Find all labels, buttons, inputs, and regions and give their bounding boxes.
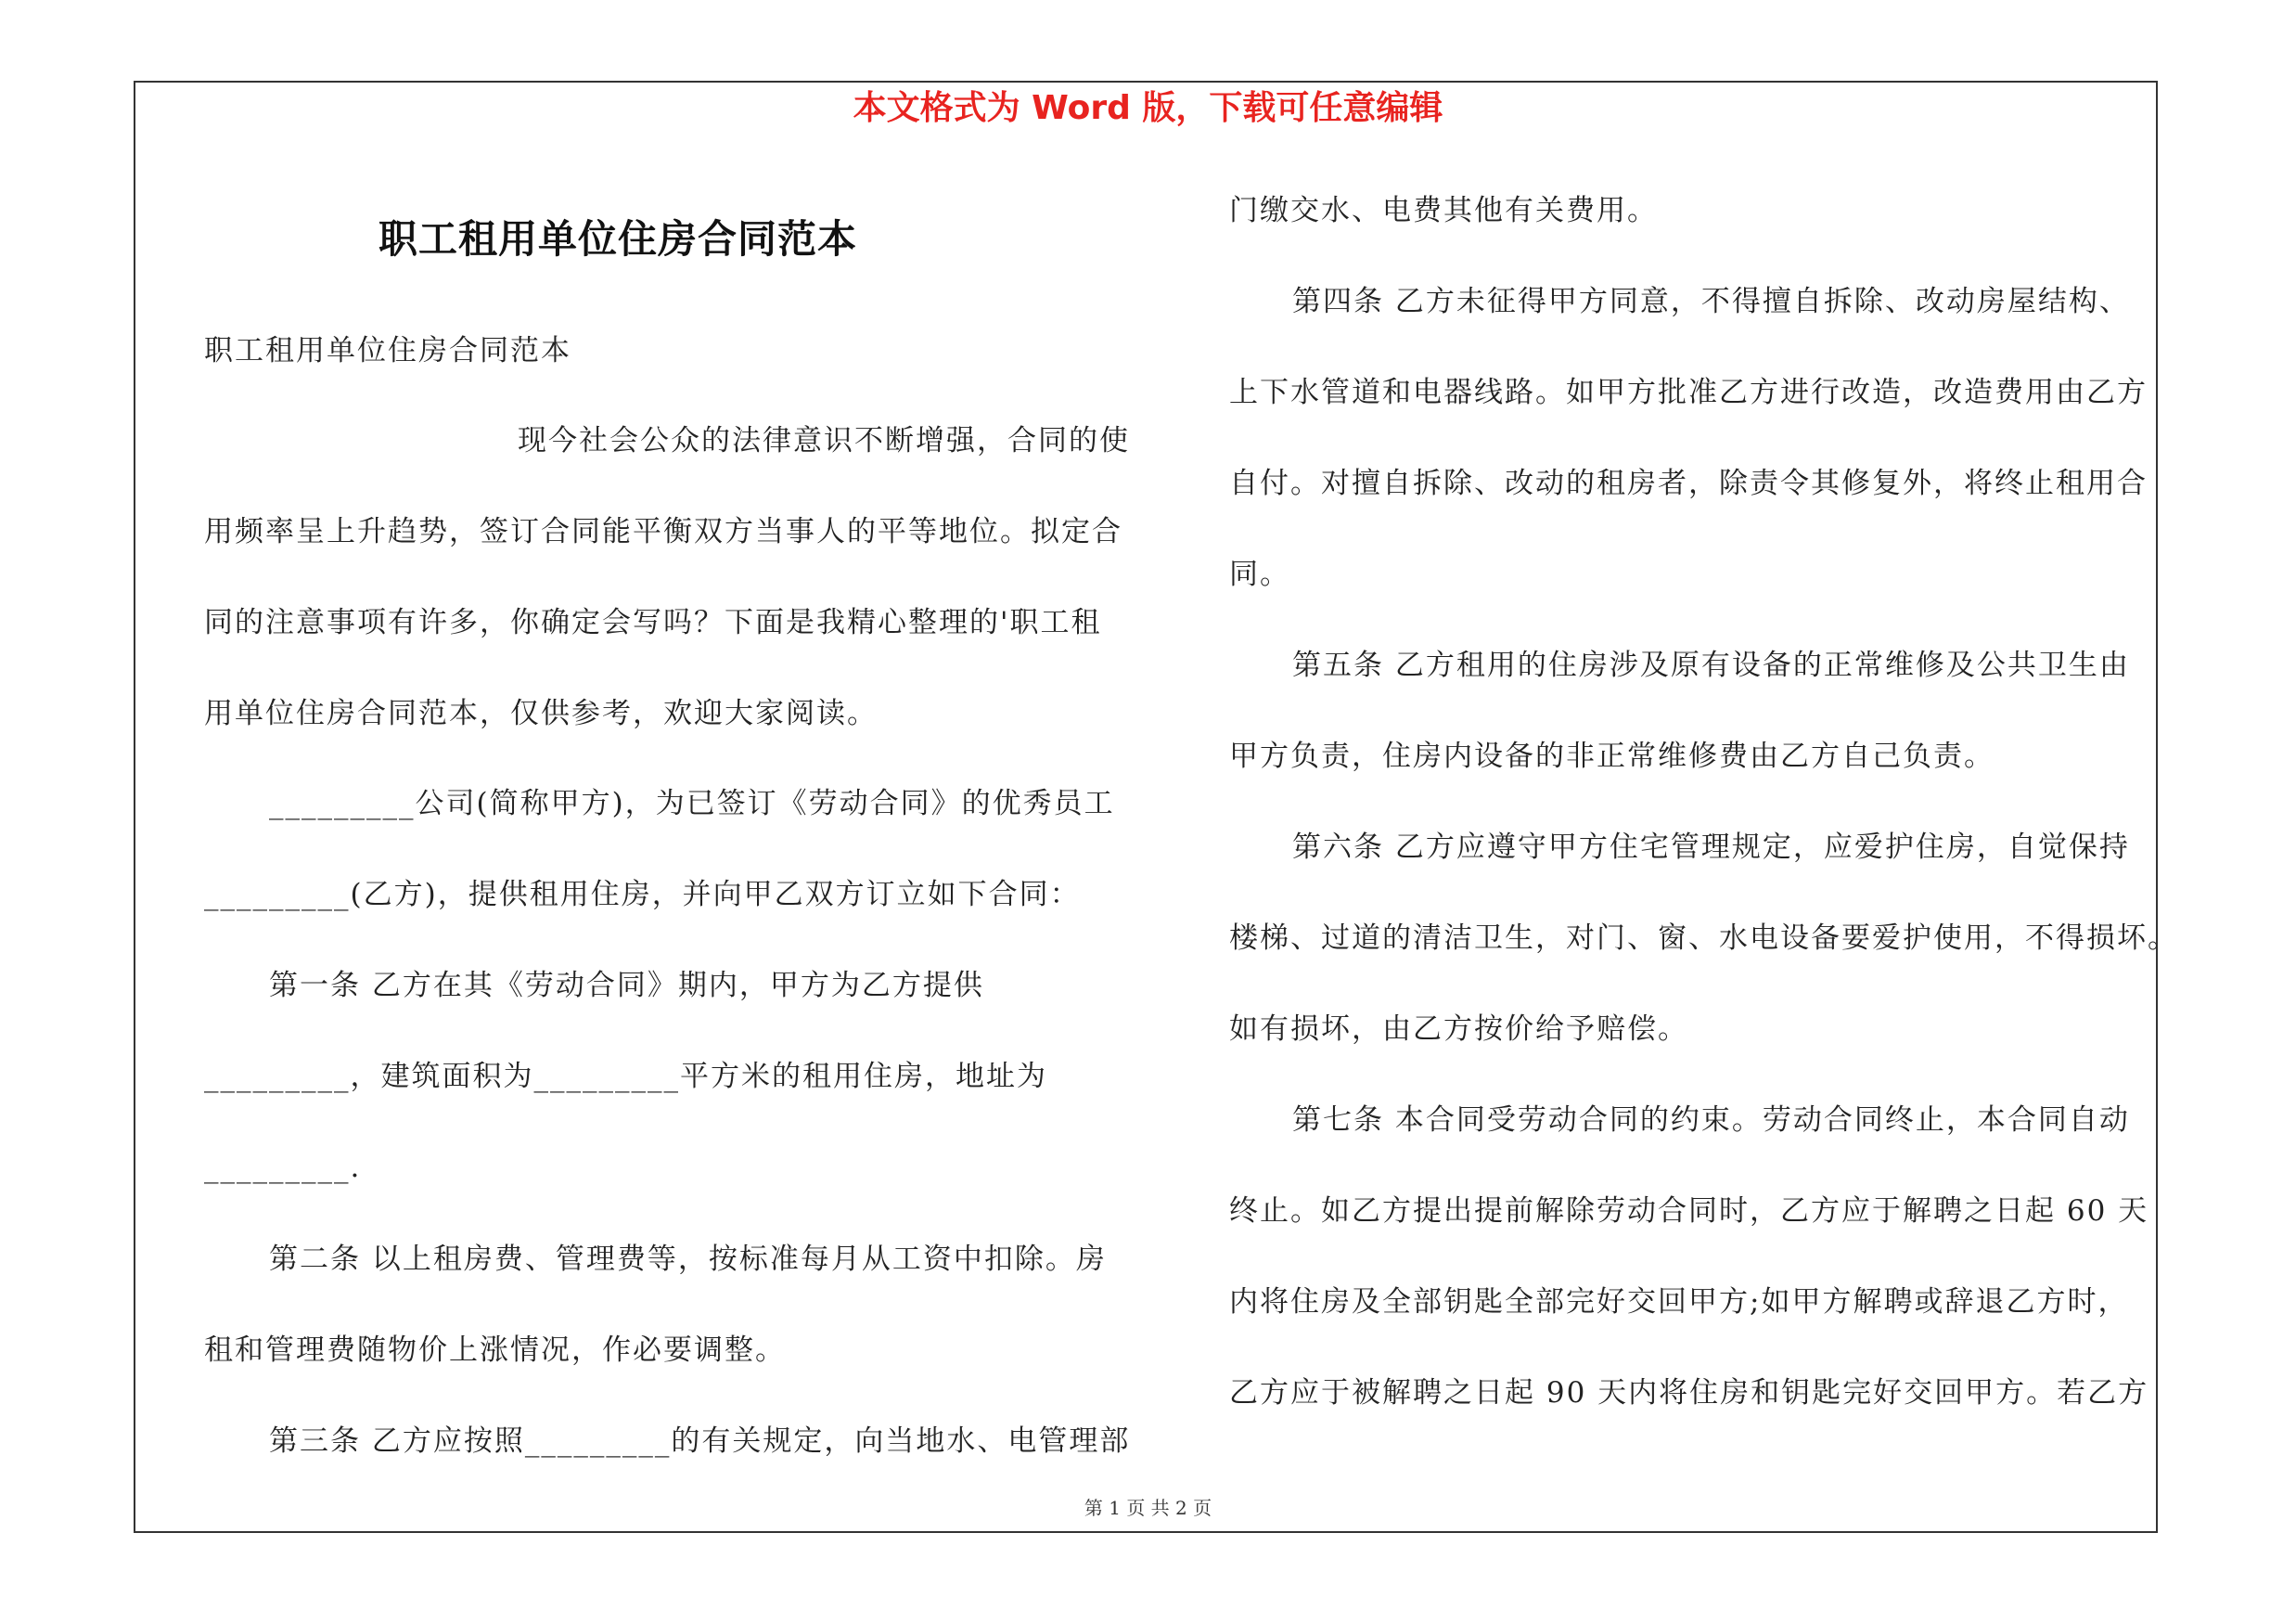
article-2-line: 第二条 以上租房费、管理费等，按标准每月从工资中扣除。房 (269, 1243, 1107, 1276)
article-7-line: 第七条 本合同受劳动合同的约束。劳动合同终止，本合同自动 (1292, 1103, 2130, 1137)
article-6-line: 楼梯、过道的清洁卫生，对门、窗、水电设备要爱护使用，不得损坏。 (1229, 921, 2178, 955)
article-4-line: 同。 (1229, 558, 1290, 591)
paragraph-line: _________公司(简称甲方)，为已签订《劳动合同》的优秀员工 (269, 787, 1115, 820)
article-5-line: 第五条 乙方租用的住房涉及原有设备的正常维修及公共卫生由 (1292, 649, 2130, 682)
article-3-line: 门缴交水、电费其他有关费用。 (1229, 194, 1658, 227)
article-7-line: 内将住房及全部钥匙全部完好交回甲方;如甲方解聘或辞退乙方时， (1229, 1285, 2129, 1319)
article-6-line: 如有损坏，由乙方按价给予赔偿。 (1229, 1012, 1688, 1046)
article-4-line: 上下水管道和电器线路。如甲方批准乙方进行改造，改造费用由乙方 (1229, 376, 2148, 409)
article-3-line: 第三条 乙方应按照_________的有关规定，向当地水、电管理部 (269, 1424, 1131, 1458)
paragraph-line: 现今社会公众的法律意识不断增强，合同的使 (518, 424, 1130, 457)
article-5-line: 甲方负责，住房内设备的非正常维修费由乙方自己负责。 (1229, 740, 1995, 773)
article-4-line: 第四条 乙方未征得甲方同意，不得擅自拆除、改动房屋结构、 (1292, 285, 2130, 318)
page-number: 第 1 页 共 2 页 (1084, 1497, 1212, 1519)
paragraph-line: _________(乙方)，提供租用住房，并向甲乙双方订立如下合同： (204, 878, 1081, 911)
article-1-line: _________，建筑面积为_________平方米的租用住房，地址为 (204, 1060, 1047, 1093)
article-2-line: 租和管理费随物价上涨情况，作必要调整。 (204, 1333, 786, 1367)
doc-subtitle: 职工租用单位住房合同范本 (204, 334, 571, 367)
word-format-banner: 本文格式为 Word 版，下载可任意编辑 (853, 89, 1443, 127)
article-1-line: 第一条 乙方在其《劳动合同》期内，甲方为乙方提供 (269, 969, 984, 1002)
article-7-line: 终止。如乙方提出提前解除劳动合同时，乙方应于解聘之日起 60 天 (1229, 1194, 2149, 1228)
document-title: 职工租用单位住房合同范本 (378, 216, 858, 262)
article-4-line: 自付。对擅自拆除、改动的租房者，除责令其修复外，将终止租用合 (1229, 467, 2148, 500)
paragraph-line: 用频率呈上升趋势，签订合同能平衡双方当事人的平等地位。拟定合 (204, 515, 1122, 548)
article-6-line: 第六条 乙方应遵守甲方住宅管理规定，应爱护住房，自觉保持 (1292, 831, 2130, 864)
article-7-line: 乙方应于被解聘之日起 90 天内将住房和钥匙完好交回甲方。若乙方 (1229, 1376, 2149, 1410)
paragraph-line: 用单位住房合同范本，仅供参考，欢迎大家阅读。 (204, 697, 878, 730)
article-1-line: _________. (204, 1151, 362, 1184)
paragraph-line: 同的注意事项有许多，你确定会写吗？下面是我精心整理的'职工租 (204, 606, 1102, 639)
